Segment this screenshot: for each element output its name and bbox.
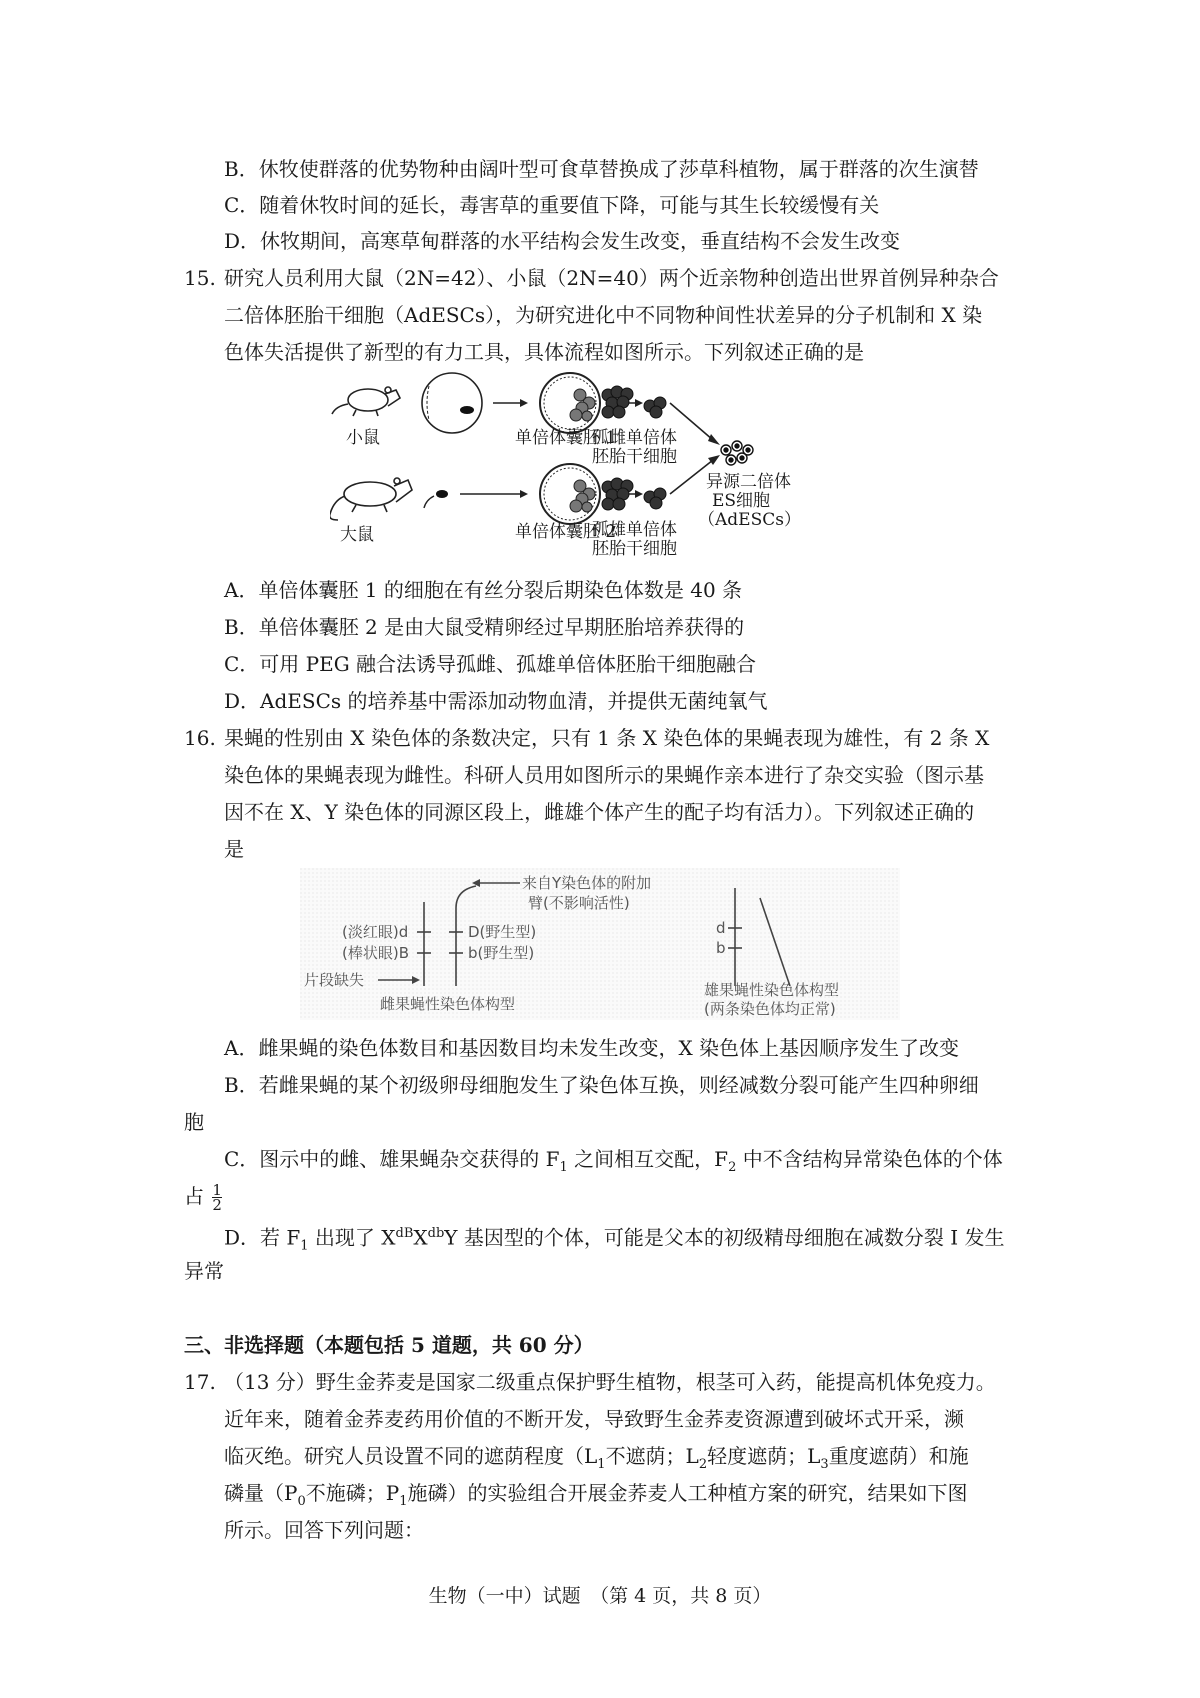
q15-flow-figure: [330, 370, 870, 565]
hybrid-es-cells: [721, 441, 753, 465]
q17-line2: 近年来，随着金荞麦药用价值的不断开发，导致野生金荞麦资源遭到破坏式开采，濒: [224, 1407, 964, 1431]
female-caption: 雌果蝇性染色体构型: [380, 995, 516, 1013]
section-heading: 三、非选择题（本题包括 5 道题，共 60 分）: [184, 1333, 594, 1357]
hybrid-label-3: （AdESCs）: [698, 510, 801, 530]
male-d-label: d: [716, 919, 726, 937]
q15-option-d: D．AdESCs 的培养基中需添加动物血清，并提供无菌纯氧气: [224, 689, 768, 713]
q16-option-b-line2: 胞: [184, 1110, 204, 1134]
q16-option-d-line1: D．若 $F_1$ 出现了 $X^{dB}X^{db}Y$ 基因型的个体，可能是父本的初级精母细胞在减数分裂 I 发生: [224, 1225, 1005, 1254]
q17-line3: 临灭绝。研究人员设置不同的遮荫程度（$L_1$不遮荫；$L_2$轻度遮荫；$L_3$重度遮荫）和施: [224, 1444, 969, 1472]
q15-stem-line2: 二倍体胚胎干细胞（AdESCs），为研究进化中不同物种间性状差异的分子机制和 X 染: [224, 303, 983, 327]
hybrid-label-2: ES细胞: [712, 491, 771, 511]
q17-line5: 所示。回答下列问题：: [224, 1518, 424, 1542]
page-footer: 生物（一中）试题 （第 4 页，共 8 页）: [428, 1585, 772, 1607]
female-es-cells: [602, 386, 666, 418]
blastocyst-1: [540, 373, 600, 433]
q15-option-a: A．单倍体囊胚 1 的细胞在有丝分裂后期染色体数是 40 条: [224, 578, 743, 602]
arrow-5: [670, 403, 720, 445]
female-es-label-1: 孤雌单倍体: [592, 428, 677, 448]
blastocyst-2: [540, 464, 600, 524]
q15-option-b: B．单倍体囊胚 2 是由大鼠受精卵经过早期胚胎培养获得的: [224, 615, 745, 639]
q16-stem-line3: 因不在 X、Y 染色体的同源区段上，雌雄个体产生的配子均有活力）。下列叙述正确的: [224, 800, 975, 824]
q16-option-c-line1: C．图示中的雌、雄果蝇杂交获得的 $F_1$ 之间相互交配，$F_2$ 中不含结构异常染色体的个体: [224, 1147, 1003, 1175]
q16-option-a: A．雌果蝇的染色体数目和基因数目均未发生改变，X 染色体上基因顺序发生了改变: [224, 1036, 960, 1060]
q16-number: 16.: [184, 726, 216, 750]
blastocyst-2-label: 单倍体囊胚 2: [515, 522, 617, 542]
mouse-label: 小鼠: [346, 428, 380, 448]
female-es-label-2: 胚胎干细胞: [592, 447, 677, 467]
q15-number: 15.: [184, 266, 216, 290]
d-wild-label: D(野生型): [468, 923, 537, 941]
male-caption-1: 雄果蝇性染色体构型: [704, 981, 840, 999]
male-caption-2: (两条染色体均正常): [704, 1000, 836, 1018]
q14-option-d: D．休牧期间，高寒草甸群落的水平结构会发生改变，垂直结构不会发生改变: [224, 229, 901, 253]
rat-label: 大鼠: [340, 525, 374, 545]
q15-stem-line3: 色体失活提供了新型的有力工具，具体流程如图所示。下列叙述正确的是: [224, 340, 864, 364]
deletion-label: 片段缺失: [304, 971, 365, 989]
b-wild-label: b(野生型): [468, 944, 535, 962]
q14-option-c: C．随着休牧时间的延长，毒害草的重要值下降，可能与其生长较缓慢有关: [224, 193, 880, 217]
q17-line4: 磷量（$P_0$不施磷；$P_1$施磷）的实验组合开展金荞麦人工种植方案的研究，结果如下图: [224, 1481, 968, 1509]
bar-eye-gene-label: (棒状眼)B: [342, 944, 409, 962]
q16-option-c-line2: 占 $\frac{1}{2}$: [184, 1181, 222, 1214]
male-es-label-1: 孤雄单倍体: [592, 520, 677, 540]
q17-line1: （13 分）野生金荞麦是国家二级重点保护野生植物，根茎可入药，能提高机体免疫力。: [224, 1370, 996, 1394]
arrow-1: [493, 399, 528, 407]
q16-chromosome-figure: [300, 868, 900, 1020]
q15-option-c: C．可用 PEG 融合法诱导孤雌、孤雄单倍体胚胎干细胞融合: [224, 652, 757, 676]
q16-stem-line1: 果蝇的性别由 X 染色体的条数决定，只有 1 条 X 染色体的果蝇表现为雄性，有 2 条 X: [224, 726, 990, 750]
sperm-icon: [424, 490, 448, 508]
fraction: $\frac{1}{2}$: [212, 1181, 222, 1214]
q16-option-b-line1: B．若雌果蝇的某个初级卵母细胞发生了染色体互换，则经减数分裂可能产生四种卵细: [224, 1073, 979, 1097]
arrow-3: [460, 490, 528, 498]
mouse-icon: [332, 387, 400, 416]
hybrid-label-1: 异源二倍体: [706, 472, 791, 492]
male-es-label-2: 胚胎干细胞: [592, 539, 677, 559]
y-arm-label-1: 来自Y染色体的附加: [522, 874, 652, 892]
q17-number: 17.: [184, 1370, 216, 1394]
blastocyst-1-label: 单倍体囊胚 1: [515, 428, 617, 448]
pale-eye-gene-label: (淡红眼)d: [342, 923, 409, 941]
q16-stem-line2: 染色体的果蝇表现为雌性。科研人员用如图所示的果蝇作亲本进行了杂交实验（图示基: [224, 763, 984, 787]
egg-cell: [422, 373, 482, 433]
q15-stem-line1: 研究人员利用大鼠（2N=42）、小鼠（2N=40）两个近亲物种创造出世界首例异种杂合: [224, 266, 999, 290]
q14-option-b: B．休牧使群落的优势物种由阔叶型可食草替换成了莎草科植物，属于群落的次生演替: [224, 157, 979, 181]
q16-option-d-line2: 异常: [184, 1259, 224, 1283]
y-arm-label-2: 臂(不影响活性): [528, 894, 630, 912]
male-b-label: b: [716, 939, 726, 957]
rat-icon: [330, 478, 412, 520]
q16-stem-line4: 是: [224, 837, 244, 861]
